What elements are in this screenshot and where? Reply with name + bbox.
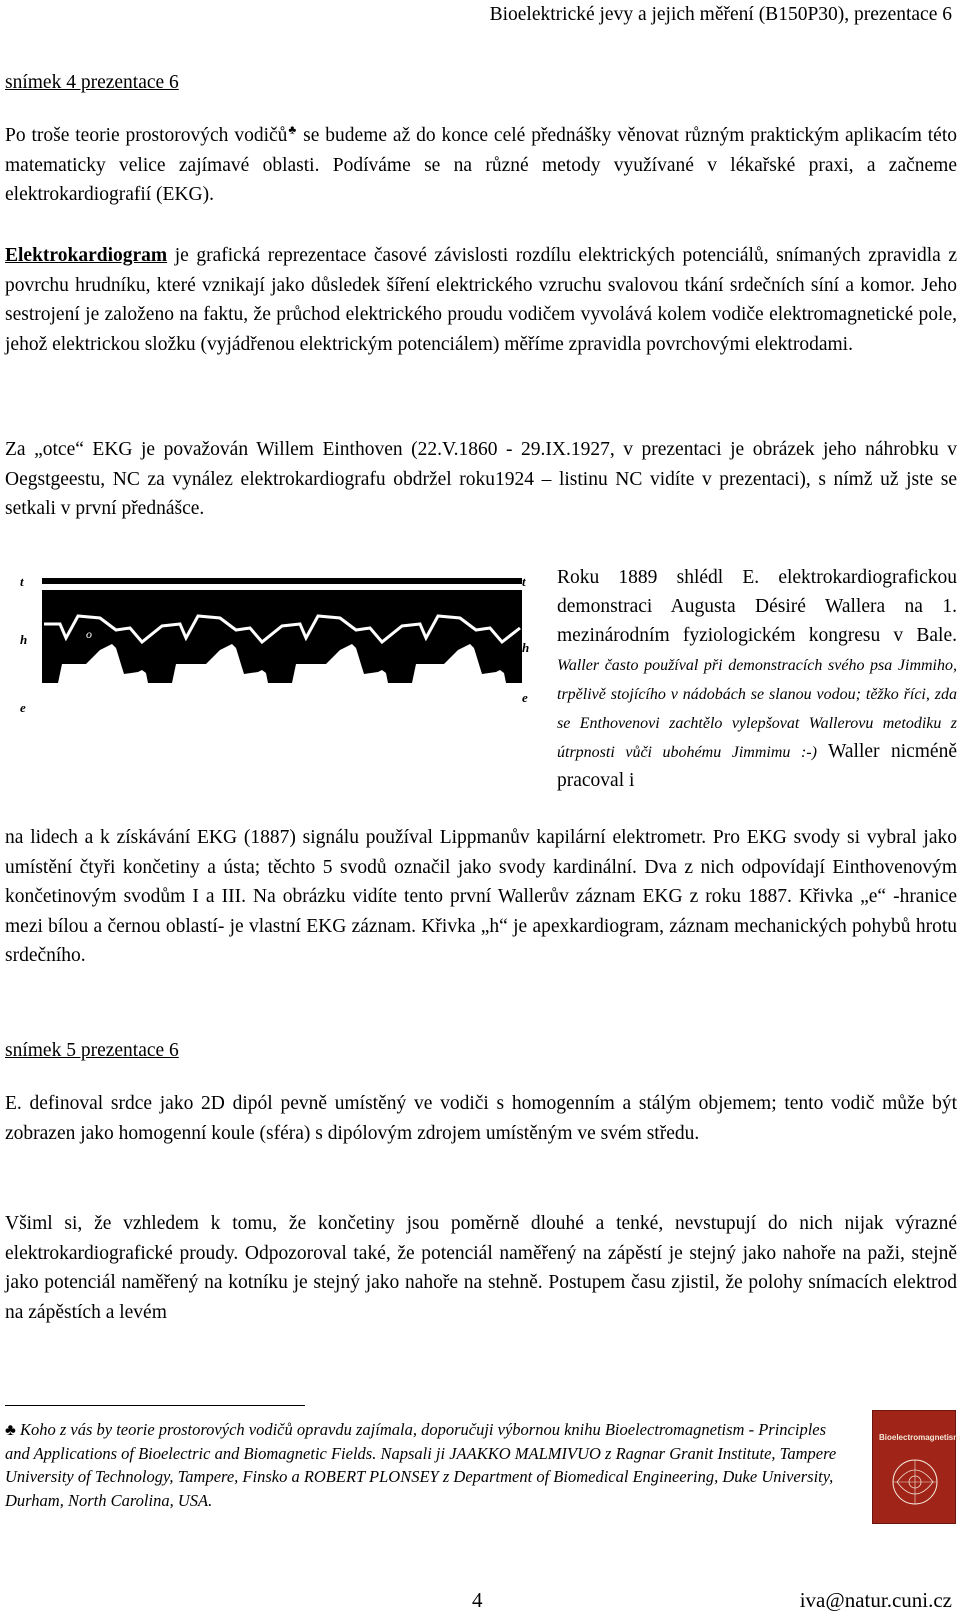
- limb-electrodes-paragraph: Všiml si, že vzhledem k tomu, že končetiny jsou poměrně dlouhé a tenké, nevstupují do nich nijak výrazné elektrokardiografické proudy. Odpozoroval také, že potenciál naměřený na zápěstí je stejný jako nahoře na paži, stejně jako potenciál naměřený na kotníku je stejný jako nahoře na stehně. Postupem času zjistil, že polohy snímacích elektrod na zápěstích a levém: [5, 1213, 957, 1323]
- ekg-definition-text: je grafická reprezentace časové závislosti rozdílu elektrických potenciálů, snímaných zpravidla z povrchu hrudníku, které vznikají jako důsledek šíření elektrického vzruchu svalovou tkání srdečních síní a komor. Jeho sestrojení je založeno na faktu, že průchod elektrického proudu vodičem vyvolává kolem vodiče elektromagnetické pole, jehož elektrickou složku (vyjádřenou elektrickým potenciálem) měříme zpravidla povrchovými elektrodami.: [5, 245, 957, 355]
- running-header: Bioelektrické jevy a jejich měření (B150P30), prezentace 6: [489, 4, 952, 25]
- slide-5-heading: snímek 5 prezentace 6: [5, 1040, 179, 1061]
- book-cover-title: Bioelectromagnetism: [879, 1433, 960, 1442]
- ekg-definition-paragraph: [5, 241, 957, 359]
- footnote: [5, 1418, 845, 1512]
- waller-continuation-paragraph: na lidech a k získávání EKG (1887) signálu používal Lippmanův kapilární elektrometr. Pro EKG svody si vybral jako umístění čtyři končetiny a ústa; těchto 5 svodů označil jako svody kardinální. Dva z nich odpovídají Einthovenovým končetinovým svodům I a III. Na obrázku vidíte tento první Wallerův záznam EKG z roku 1887. Křivka „e“ -hranice mezi bílou a černou oblastí- je vlastní EKG záznam. Křivka „h“ je apexkardiogram, záznam mechanických pohybů hrotu srdečního.: [5, 827, 957, 966]
- author-email[interactable]: iva@natur.cuni.cz: [799, 1588, 952, 1612]
- footnote-divider: [5, 1405, 305, 1406]
- footnote-text: Koho z vás by teorie prostorových vodičů opravdu zajímala, doporučuji výbornou knihu Bioelectromagnetism - Principles and Applications of Bioelectric and Biomagnetic Fields. Napsali ji JAAKKO MALMIVUO z Ragnar Granit Institute, Tampere University of Technology, Tampere, Finsko a ROBERT PLONSEY z Department of Biomedical Engineering, Duke University, Durham, North Carolina, USA.: [5, 1420, 837, 1510]
- einthoven-paragraph: Za „otce“ EKG je považován Willem Einthoven (22.V.1860 - 29.IX.1927, v prezentaci je obrázek jeho náhrobku v Oegstgeestu, NC za vynález elektrokardiografu obdržel roku1924 – listinu NC vidíte v prezentaci), s nímž už jste se setkali v první přednášce.: [5, 439, 957, 519]
- ecg-black-region: [42, 590, 522, 683]
- footnote-mark-icon: ♣: [5, 1420, 16, 1439]
- dipole-paragraph: E. definoval srdce jako 2D dipól pevně umístěný ve vodiči s homogenním a stálým objemem; tento vodič může být zobrazen jako homogenní koule (sféra) s dipólovým zdrojem umístěným ve svém středu.: [5, 1093, 957, 1144]
- label-o: o: [86, 627, 92, 641]
- label-t-left: t: [20, 578, 24, 589]
- intro-paragraph: [5, 121, 957, 210]
- page-number: 4: [472, 1588, 483, 1612]
- label-h-left: h: [20, 632, 28, 647]
- label-h-right: h: [522, 640, 530, 655]
- figure-top-band: [42, 578, 522, 584]
- footnote-ref-icon[interactable]: ♣: [287, 122, 298, 137]
- label-t-right: t: [522, 578, 526, 589]
- intro-text-a: Po troše teorie prostorových vodičů: [5, 125, 288, 146]
- book-cover-art-icon: [885, 1453, 945, 1511]
- ekg-term: Elektrokardiogram: [5, 245, 168, 266]
- slide-4-heading: snímek 4 prezentace 6: [5, 72, 179, 93]
- waller-text: Roku 1889 shlédl E. elektrokardiografickou demonstraci Augusta Désiré Wallera na 1. mezinárodním fyziologickém kongresu v Bale.: [557, 567, 957, 646]
- waller-tail: Waller nicméně pracoval i: [557, 741, 957, 791]
- waller-ecg-figure: [12, 578, 532, 758]
- waller-italic-note: Waller často používal při demonstracích svého psa Jimmiho, trpělivě stojícího v nádobách se slanou vodou; těžko říci, zda se Enthovenovi zachtělo vylepšovat Wallerovu metodiku z útrpnosti vůči ubohému Jimmimu :-): [557, 657, 957, 761]
- label-e-right: e: [522, 690, 528, 705]
- waller-side-paragraph: [557, 563, 957, 795]
- label-e-left: e: [20, 700, 26, 715]
- intro-text-b: se budeme až do konce celé přednášky věnovat různým praktickým aplikacím této matematicky velice zajímavé oblasti. Podíváme se na různé metody využívané v lékařské praxi, a začneme elektrokardiografií (EKG).: [5, 125, 957, 205]
- book-cover-image: [872, 1410, 960, 1524]
